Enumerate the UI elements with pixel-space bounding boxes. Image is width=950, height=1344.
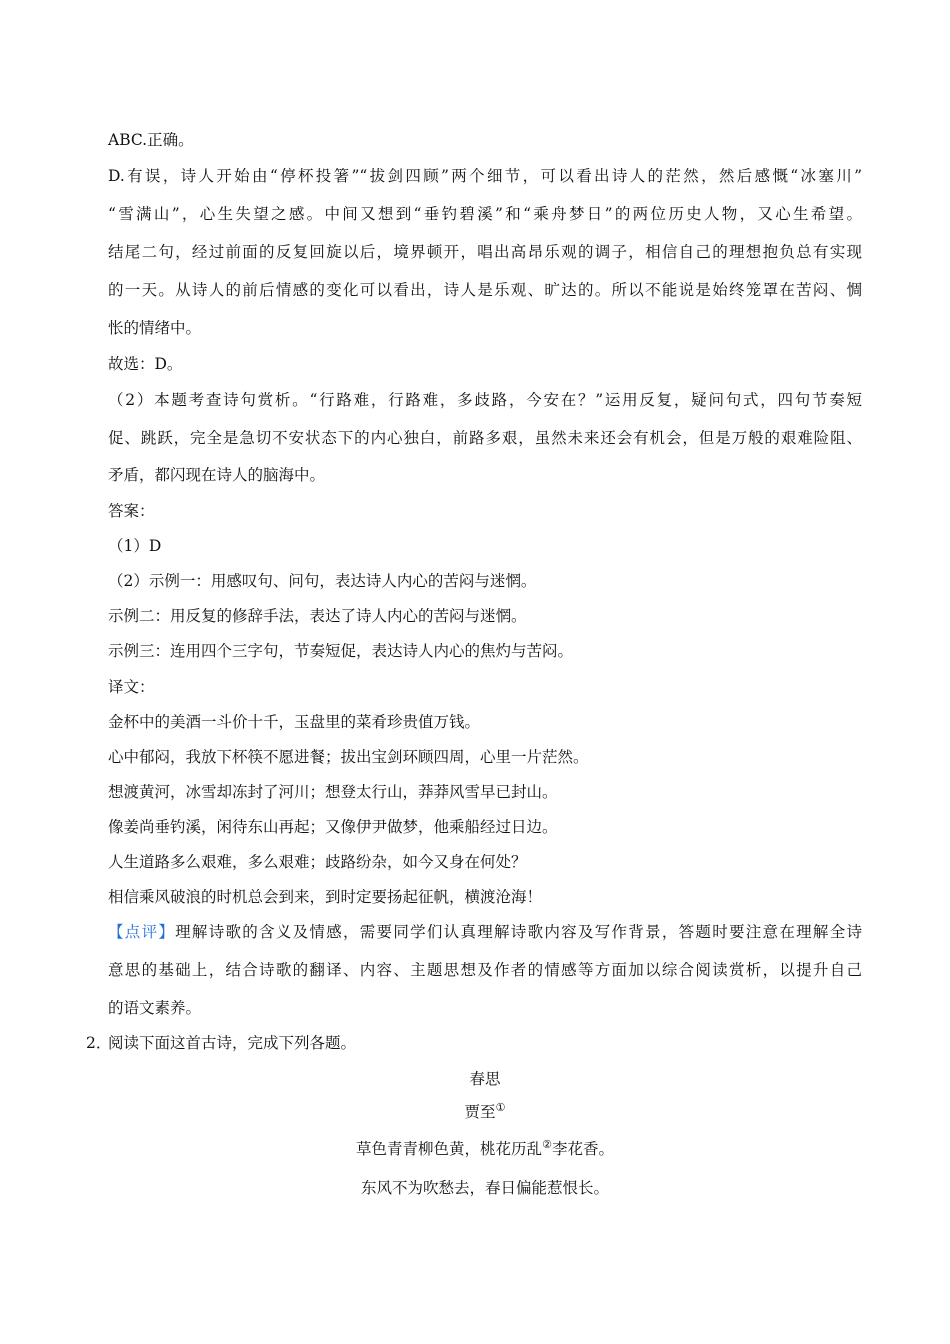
explanation-abc: ABC.正确。 (108, 131, 194, 149)
poem-author (0, 1102, 950, 1122)
explanation-choose: 故选：D。 (108, 355, 183, 373)
comment-line3: 的语文素养。 (108, 999, 202, 1017)
explanation-d-line2: “雪满山”，心生失望之感。中间又想到“垂钓碧溪”和“乘舟梦日”的两位历史人物，又心生希望。 (108, 205, 862, 223)
translation-line: 想渡黄河，冰雪却冻封了河川；想登太行山，莽莽风雪早已封山。 (108, 783, 558, 801)
answer-example-2: 示例二：用反复的修辞手法，表达了诗人内心的苦闷与迷惘。 (108, 607, 527, 625)
explanation-q2-line1: （2）本题考查诗句赏析。“行路难，行路难，多歧路，今安在？”运用反复，疑问句式，四句节奏短 (108, 391, 862, 409)
answer-example-3: 示例三：连用四个三字句，节奏短促，表达诗人内心的焦灼与苦闷。 (108, 642, 574, 660)
translation-line: 人生道路多么艰难，多么艰难；歧路纷杂，如今又身在何处？ (108, 853, 527, 871)
poem-line-1-part-a: 草色青青柳色黄，桃花历乱 (356, 1140, 543, 1158)
answer-2: （2）示例一：用感叹句、问句，表达诗人内心的苦闷与迷惘。 (108, 572, 537, 590)
answer-1: （1）D (108, 537, 162, 555)
line-footnote-mark: ② (542, 1138, 552, 1151)
poem-title: 春思 (469, 1070, 501, 1088)
question-number: 2． (86, 1034, 112, 1052)
translation-label: 译文： (108, 678, 155, 696)
comment-line2: 意思的基础上，结合诗歌的翻译、内容、主题思想及作者的情感等方面加以综合阅读赏析，以提升自己 (108, 961, 862, 979)
poem-line-1-part-b: 李花香。 (551, 1140, 614, 1158)
translation-line: 相信乘风破浪的时机总会到来，到时定要扬起征帆，横渡沧海！ (108, 888, 543, 906)
comment-tag: 【点评】 (108, 923, 176, 941)
question-prompt: 阅读下面这首古诗，完成下列各题。 (108, 1034, 357, 1052)
comment-line1 (108, 922, 862, 942)
translation-line: 像姜尚垂钓溪，闲待东山再起；又像伊尹做梦，他乘船经过日边。 (108, 818, 558, 836)
explanation-d-line4: 的一天。从诗人的前后情感的变化可以看出，诗人是乐观、旷达的。所以不能说是始终笼罩在苦闷、惆 (108, 281, 862, 299)
answer-label: 答案： (108, 502, 155, 520)
poem-line-1 (0, 1139, 950, 1159)
explanation-d-line1: D.有误，诗人开始由“停杯投箸”“拔剑四顾”两个细节，可以看出诗人的茫然，然后感慨“冰塞川” (108, 167, 862, 185)
explanation-d-line3: 结尾二句，经过前面的反复回旋以后，境界顿开，唱出高昂乐观的调子，相信自己的理想抱负总有实现 (108, 243, 862, 261)
explanation-d-line5: 怅的情绪中。 (108, 319, 202, 337)
explanation-q2-line3: 矛盾，都闪现在诗人的脑海中。 (108, 466, 326, 484)
translation-line: 金杯中的美酒一斗价十千，玉盘里的菜肴珍贵值万钱。 (108, 713, 481, 731)
explanation-q2-line2: 促、跳跃，完全是急切不安状态下的内心独白，前路多艰，虽然未来还会有机会，但是万般的艰难险阻、 (108, 429, 862, 447)
poem-line-2: 东风不为吹愁去，春日偏能惹恨长。 (360, 1179, 609, 1197)
author-name: 贾至 (464, 1103, 496, 1121)
comment-text-1: 理解诗歌的含义及情感，需要同学们认真理解诗歌内容及写作背景，答题时要注意在理解全诗 (175, 923, 862, 941)
translation-line: 心中郁闷，我放下杯筷不愿进餐；拔出宝剑环顾四周，心里一片茫然。 (108, 748, 589, 766)
author-footnote-mark: ① (495, 1101, 506, 1114)
